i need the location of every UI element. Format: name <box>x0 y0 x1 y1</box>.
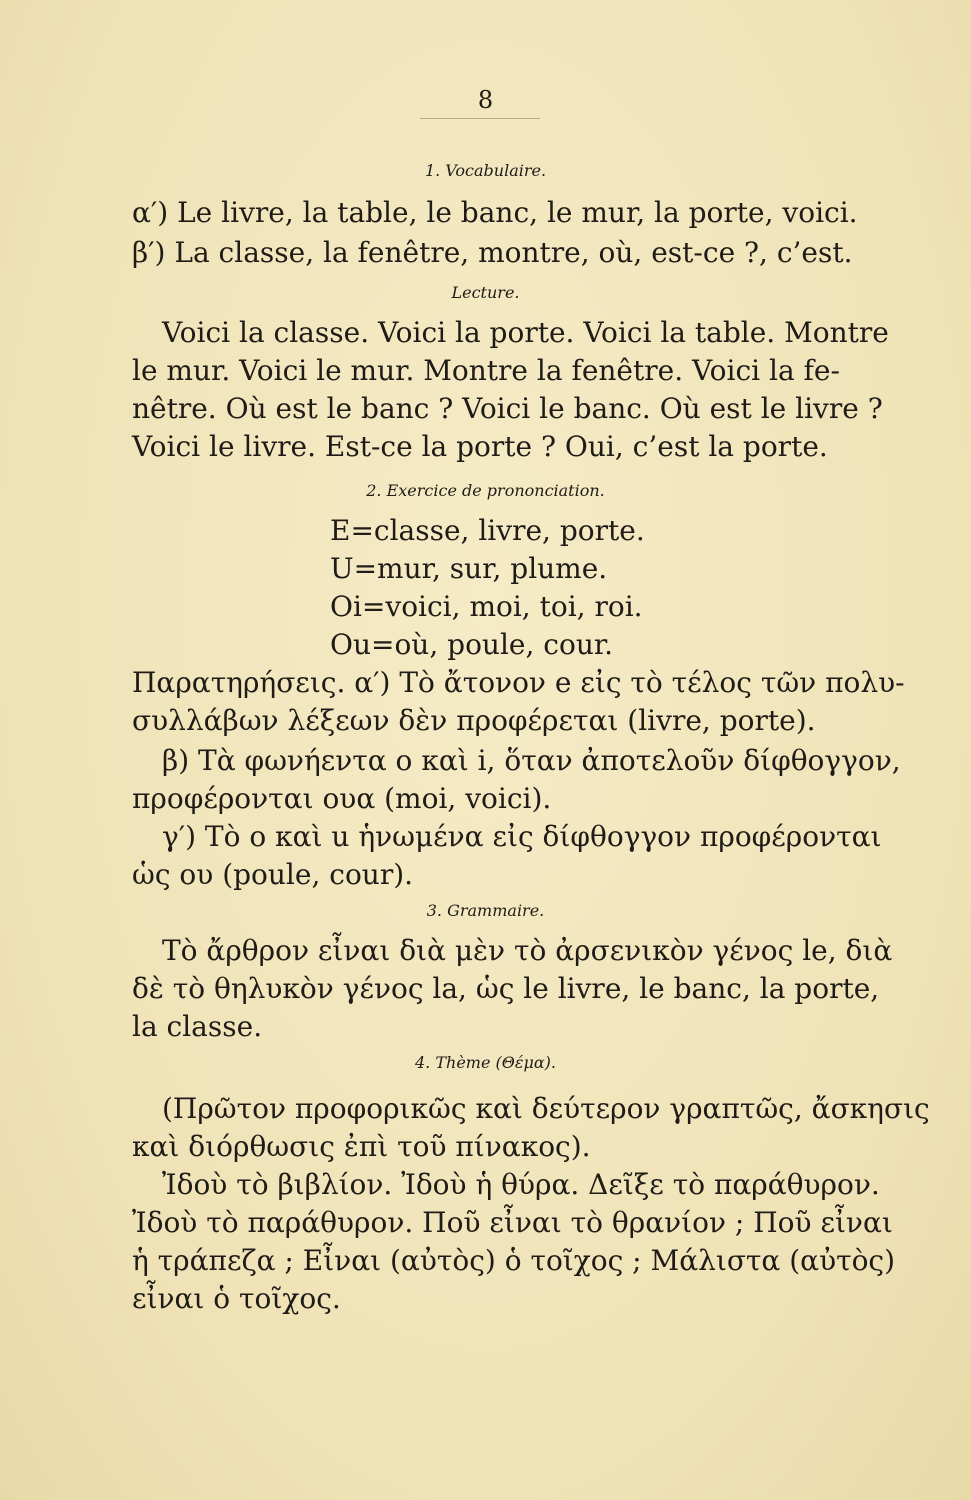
remarks-line: προφέρονται ουα (moi, voici). <box>132 782 552 815</box>
pronunciation-line: Oi=voici, moi, toi, roi. <box>330 590 643 623</box>
theme-line: Ἰδοὺ τὸ παράθυρον. Ποῦ εἶναι τὸ θρανίον ; Ποῦ εἶναι <box>132 1206 893 1239</box>
lecture-line: nêtre. Où est le banc ? Voici le banc. Où est le livre ? <box>132 392 883 425</box>
remarks-line: Παρατηρήσεις. α′) Τὸ ἄτονον e εἰς τὸ τέλος τῶν πολυ- <box>132 666 905 699</box>
grammar-line: la classe. <box>132 1010 263 1043</box>
page-number: 8 <box>477 86 494 114</box>
pronunciation-line: U=mur, sur, plume. <box>330 552 608 585</box>
grammar-line: Τὸ ἄρθρον εἶναι διὰ μὲν τὸ ἀρσενικὸν γένος le, διὰ <box>162 934 893 967</box>
remarks-line: συλλάβων λέξεων δὲν προφέρεται (livre, porte). <box>132 704 816 737</box>
section-3-heading: 3. Grammaire. <box>426 901 545 920</box>
remarks-line: γ′) Τὸ o καὶ u ἡνωμένα εἰς δίφθογγον προφέρονται <box>162 820 882 853</box>
section-2-heading: 2. Exercice de prononciation. <box>366 481 605 500</box>
section-4-heading: 4. Thème (Θέμα). <box>415 1053 556 1072</box>
theme-line: καὶ διόρθωσις ἐπὶ τοῦ πίνακος). <box>132 1130 591 1163</box>
theme-line: ἡ τράπεζα ; Εἶναι (αὐτὸς) ὁ τοῖχος ; Μάλιστα (αὐτὸς) <box>132 1244 896 1277</box>
theme-line: εἶναι ὁ τοῖχος. <box>132 1282 341 1315</box>
remarks-line: ὡς ου (poule, cour). <box>132 858 414 891</box>
theme-line: Ἰδοὺ τὸ βιβλίον. Ἰδοὺ ἡ θύρα. Δεῖξε τὸ παράθυρον. <box>162 1168 880 1201</box>
lecture-heading: Lecture. <box>451 283 520 302</box>
pronunciation-line: Ou=où, poule, cour. <box>330 628 614 661</box>
vocab-line-a: α′) Le livre, la table, le banc, le mur, la porte, voici. <box>132 196 858 229</box>
section-1-heading: 1. Vocabulaire. <box>424 161 547 180</box>
vocab-line-b: β′) La classe, la fenêtre, montre, où, est-ce ?, c’est. <box>132 236 853 269</box>
grammar-line: δὲ τὸ θηλυκὸν γένος la, ὡς le livre, le banc, la porte, <box>132 972 880 1005</box>
lecture-line: le mur. Voici le mur. Montre la fenêtre. Voici la fe- <box>132 354 840 387</box>
theme-line: (Πρῶτον προφορικῶς καὶ δεύτερον γραπτῶς, ἄσκησις <box>162 1092 930 1125</box>
pronunciation-line: E=classe, livre, porte. <box>330 514 645 547</box>
header-rule <box>420 118 540 119</box>
lecture-line: Voici le livre. Est-ce la porte ? Oui, c’est la porte. <box>132 430 828 463</box>
lecture-line: Voici la classe. Voici la porte. Voici la table. Montre <box>162 316 889 349</box>
remarks-line: β) Τὰ φωνήεντα o καὶ i, ὅταν ἀποτελοῦν δίφθογγον, <box>162 744 901 777</box>
